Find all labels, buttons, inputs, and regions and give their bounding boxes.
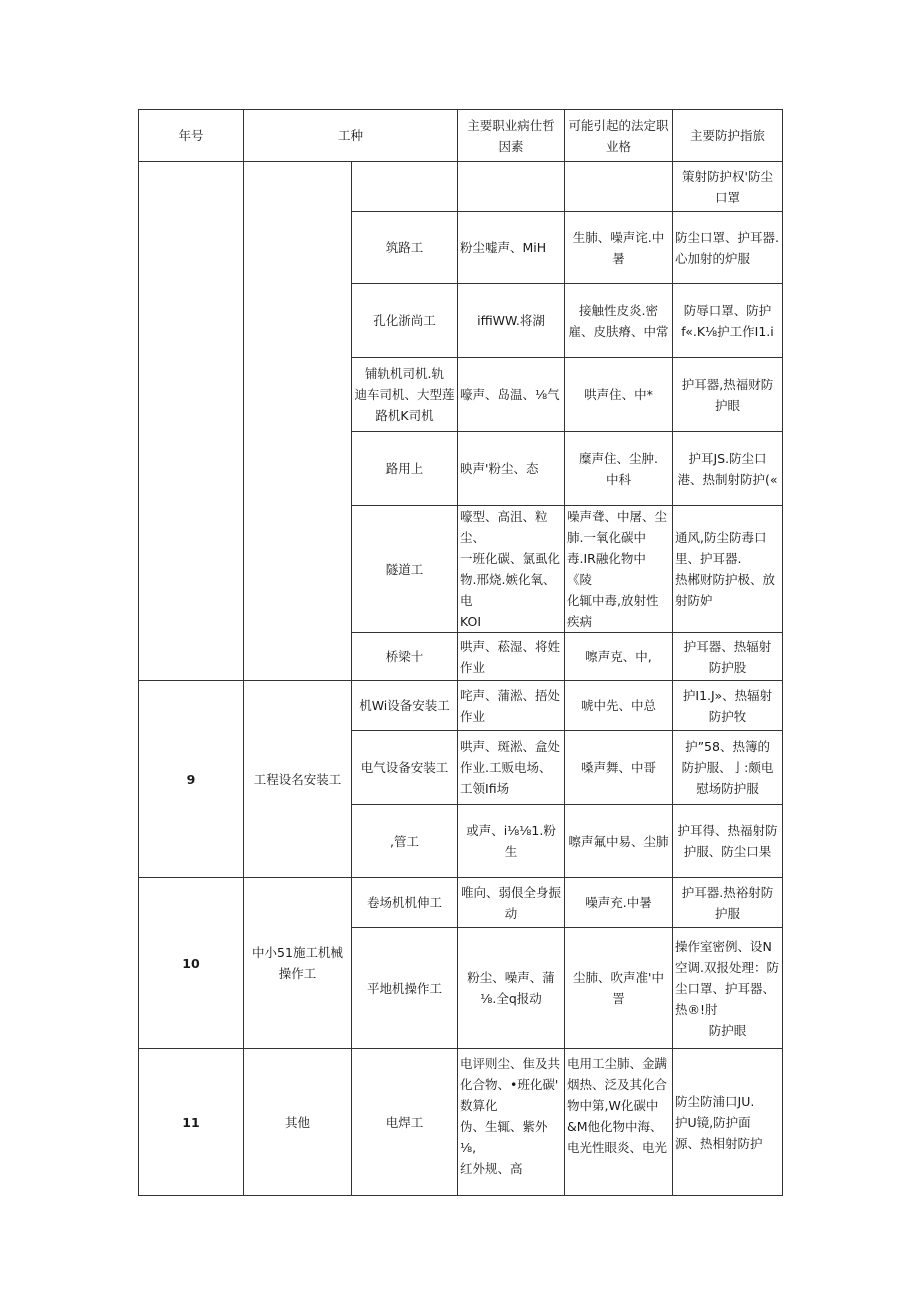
sub-type-cell: 卷场机机伸工	[352, 878, 458, 928]
hazard-cell: 电评则尘、隹及共 化合物、•班化碳' 数算化 伪、生辄、紫外⅛, 红外规、高	[458, 1049, 565, 1196]
disease-cell: 唬中先、中总	[565, 681, 673, 731]
header-hazard: 主要职业病仕哲 因素	[458, 110, 565, 162]
group-type-cell: 其他	[244, 1049, 352, 1196]
header-row	[139, 110, 783, 162]
disease-cell: 电用工尘肺、金蹒 烟热、泛及其化合 物中第,W化碳中 &M他化物中海、 电光性眼炎、电光	[565, 1049, 673, 1196]
protection-cell: 防尘口罩、护耳器. 心加射的炉服	[673, 212, 783, 284]
disease-cell: 尘肺、吹声准'中 詈	[565, 928, 673, 1049]
group-type-cell: 中小51施工机械 操作工	[244, 878, 352, 1049]
sub-type-cell: 隧道工	[352, 506, 458, 633]
hazard-cell: 嚎声、岛温、⅛气	[458, 358, 565, 432]
disease-cell: 嚓声氟中易、尘肺	[565, 805, 673, 878]
disease-cell: 嗓声舞、中哥	[565, 731, 673, 805]
hazard-cell: 咤声、蒲淞、捂处 作业	[458, 681, 565, 731]
disease-cell: 嚓声克、中,	[565, 633, 673, 681]
sub-type-cell: 铺轨机司机.轨 迪车司机、大型莲 路机K司机	[352, 358, 458, 432]
sub-type-cell: 孔化浙尚工	[352, 284, 458, 358]
sub-type-cell	[352, 162, 458, 212]
header-no: 年号	[139, 110, 244, 162]
protection-cell: 护I1.J»、热辐射 防护牧	[673, 681, 783, 731]
sub-type-cell: 机Wi设备安装工	[352, 681, 458, 731]
sub-type-cell: 桥梁十	[352, 633, 458, 681]
protection-cell: 策射防护权'防尘 口罩	[673, 162, 783, 212]
sub-type-cell: 筑路工	[352, 212, 458, 284]
hazard-cell: 哄声、斑淞、盒处 作业.工贩电场、 工领Ifi场	[458, 731, 565, 805]
protection-cell: 操作室密例、设N 空调.双报处理：防 尘口罩、护耳器、 热®!肘 防护眼	[673, 928, 783, 1049]
occupational-hazard-table	[138, 109, 783, 1196]
sub-type-cell: 电焊工	[352, 1049, 458, 1196]
header-disease: 可能引起的法定职 业格	[565, 110, 673, 162]
hazard-cell	[458, 162, 565, 212]
disease-cell	[565, 162, 673, 212]
protection-cell: 护”58、热簿的 防护服、亅:颇电 慰场防护服	[673, 731, 783, 805]
disease-cell: 糜声住、尘肿. 中科	[565, 432, 673, 506]
hazard-cell: 粉尘嘘声、MiH	[458, 212, 565, 284]
sub-type-cell: 电气设备安装工	[352, 731, 458, 805]
hazard-cell: 嚎型、高沮、粒尘、 一班化碳、氯虱化 物.邢烧.嫉化氧、电 KOI	[458, 506, 565, 633]
disease-cell: 哄声住、中*	[565, 358, 673, 432]
protection-cell: 通风,防尘防毒口 里、护耳器. 热郴财防护极、放 射防妒	[673, 506, 783, 633]
group-type-cell: 工程设名安装工	[244, 681, 352, 878]
protection-cell: 防尘防浦口JU. 护U镜,防护面 源、热相射防护	[673, 1049, 783, 1196]
hazard-cell: 哄声、菘湿、将姓 作业	[458, 633, 565, 681]
sub-type-cell: 平地机操作工	[352, 928, 458, 1049]
hazard-cell: 或声、i⅛⅛1.粉 生	[458, 805, 565, 878]
hazard-cell: 唯向、弱佷全身振 动	[458, 878, 565, 928]
protection-cell: 防辱口罩、防护 f«.K⅛护工作I1.i	[673, 284, 783, 358]
hazard-cell: 映声'粉尘、态	[458, 432, 565, 506]
group-type-cell	[244, 162, 352, 681]
disease-cell: 接触性皮炎.密 雇、皮肤瘠、中常	[565, 284, 673, 358]
group-no-cell	[139, 162, 244, 681]
sub-type-cell: 路用上	[352, 432, 458, 506]
table-row	[139, 1049, 783, 1196]
table-row	[139, 681, 783, 731]
disease-cell: 噪声充.中暑	[565, 878, 673, 928]
hazard-cell: iffiWW.将湖	[458, 284, 565, 358]
group-no-cell: 9	[139, 681, 244, 878]
group-no-cell: 10	[139, 878, 244, 1049]
protection-cell: 护耳JS.防尘口 港、热制射防护(«	[673, 432, 783, 506]
hazard-cell: 粉尘、噪声、蒲 ⅛.全q报动	[458, 928, 565, 1049]
disease-cell: 生肺、噪声诧.中 暑	[565, 212, 673, 284]
protection-cell: 护耳器、热辐射 防护股	[673, 633, 783, 681]
protection-cell: 护耳器,热福财防 护眼	[673, 358, 783, 432]
header-protection: 主要防护指旅	[673, 110, 783, 162]
sub-type-cell: ,管工	[352, 805, 458, 878]
protection-cell: 护耳器.热裕射防 护服	[673, 878, 783, 928]
group-no-cell: 11	[139, 1049, 244, 1196]
table-row	[139, 878, 783, 928]
disease-cell: 噪声聋、中屠、尘 肺.一氧化碳中 毒.IR融化物中《陵 化辄中毒,放射性 疾病	[565, 506, 673, 633]
table-row	[139, 162, 783, 212]
protection-cell: 护耳得、热福射防 护服、防尘口果	[673, 805, 783, 878]
header-work-type: 工种	[244, 110, 458, 162]
